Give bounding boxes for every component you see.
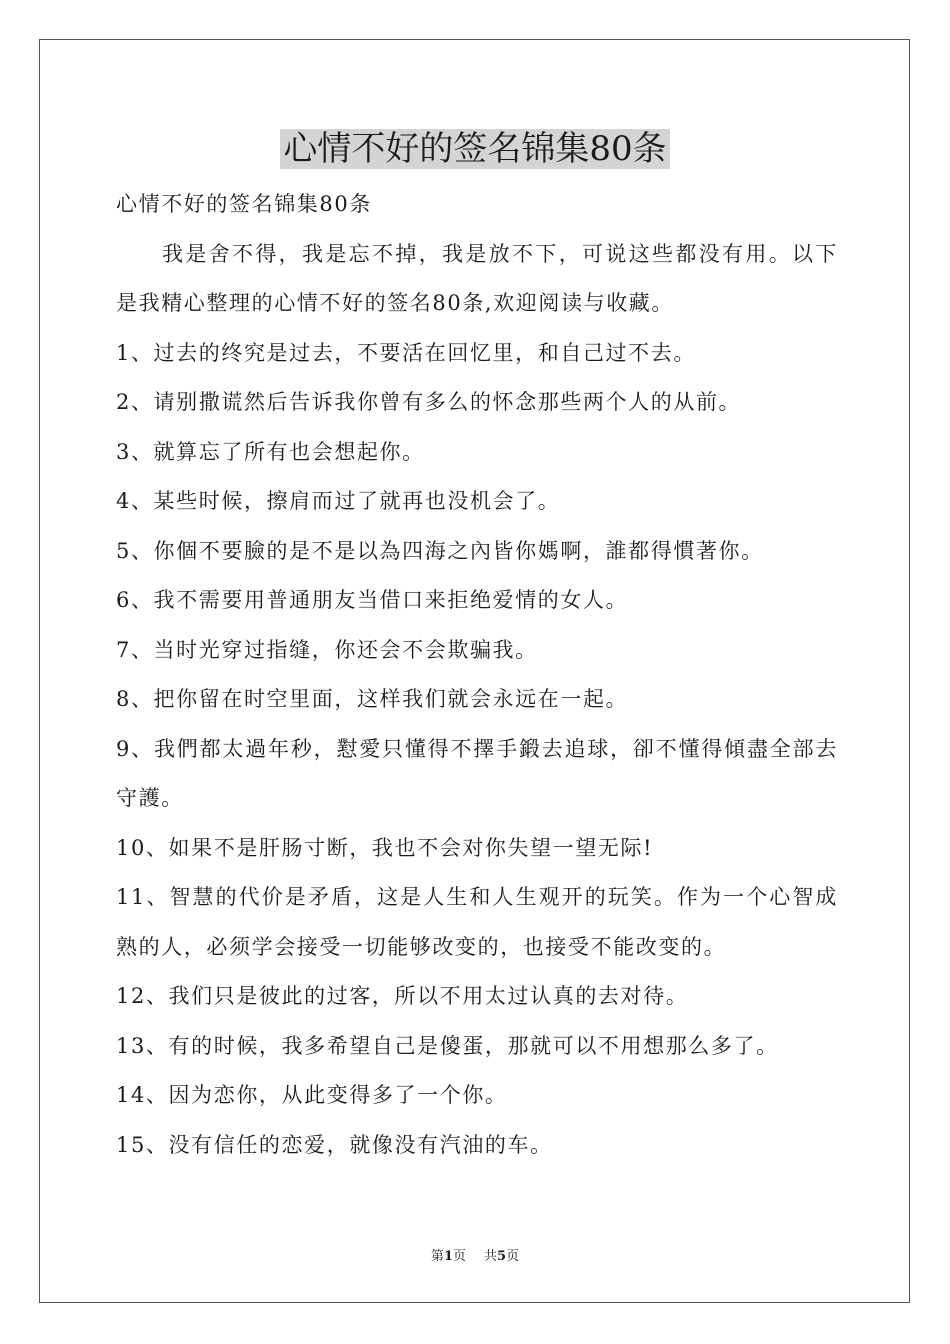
page-footer: [0, 1248, 950, 1266]
list-item: 8、把你留在时空里面，这样我们就会永远在一起。: [116, 687, 629, 711]
page-suffix: 页: [452, 1249, 466, 1264]
list-item: 11、智慧的代价是矛盾，这是人生和人生观开的玩笑。作为一个心智成熟的人，必须学会接受一切能够改变的，也接受不能改变的。: [116, 885, 838, 959]
document-title: [0, 126, 950, 172]
list-item: 12、我们只是彼此的过客，所以不用太过认真的去对待。: [116, 984, 689, 1008]
document-subtitle: 心情不好的签名锦集80条: [116, 192, 372, 216]
list-item: 15、没有信任的恋爱，就像没有汽油的车。: [116, 1132, 553, 1157]
total-suffix: 页: [506, 1249, 520, 1264]
total-prefix: 共: [484, 1249, 498, 1264]
list-item: 6、我不需要用普通朋友当借口来拒绝爱情的女人。: [116, 588, 629, 612]
list-item: 1、过去的终究是过去，不要活在回忆里，和自己过不去。: [116, 340, 696, 365]
list-item: 2、请别撒谎然后告诉我你曾有多么的怀念那些两个人的从前。: [116, 390, 742, 414]
document-title-text: 心情不好的签名锦集80条: [280, 129, 669, 169]
list-item: 13、有的时候，我多希望自己是傻蛋，那就可以不用想那么多了。: [116, 1033, 779, 1058]
page-prefix: 第: [430, 1249, 444, 1264]
document-body: [116, 180, 838, 1170]
list-item: 4、某些时候，擦肩而过了就再也没机会了。: [116, 489, 561, 513]
list-item: 7、当时光穿过指缝，你还会不会欺骗我。: [116, 637, 538, 662]
list-item: 9、我們都太過年秒，懟愛只懂得不擇手鍛去追球，卻不懂得傾盡全部去守護。: [116, 736, 838, 810]
list-item: 3、就算忘了所有也会想起你。: [116, 439, 425, 464]
list-item: 5、你個不要臉的是不是以為四海之內皆你媽啊，誰都得慣著你。: [116, 538, 764, 563]
intro-paragraph: 我是舍不得，我是忘不掉，我是放不下，可说这些都没有用。以下是我精心整理的心情不好的签名80条,欢迎阅读与收藏。: [116, 241, 838, 315]
list-item: 14、因为恋你，从此变得多了一个你。: [116, 1083, 508, 1107]
list-item: 10、如果不是肝肠寸断，我也不会对你失望一望无际!: [116, 835, 654, 860]
page-total: 5: [497, 1249, 507, 1264]
page-current: 1: [443, 1249, 453, 1264]
